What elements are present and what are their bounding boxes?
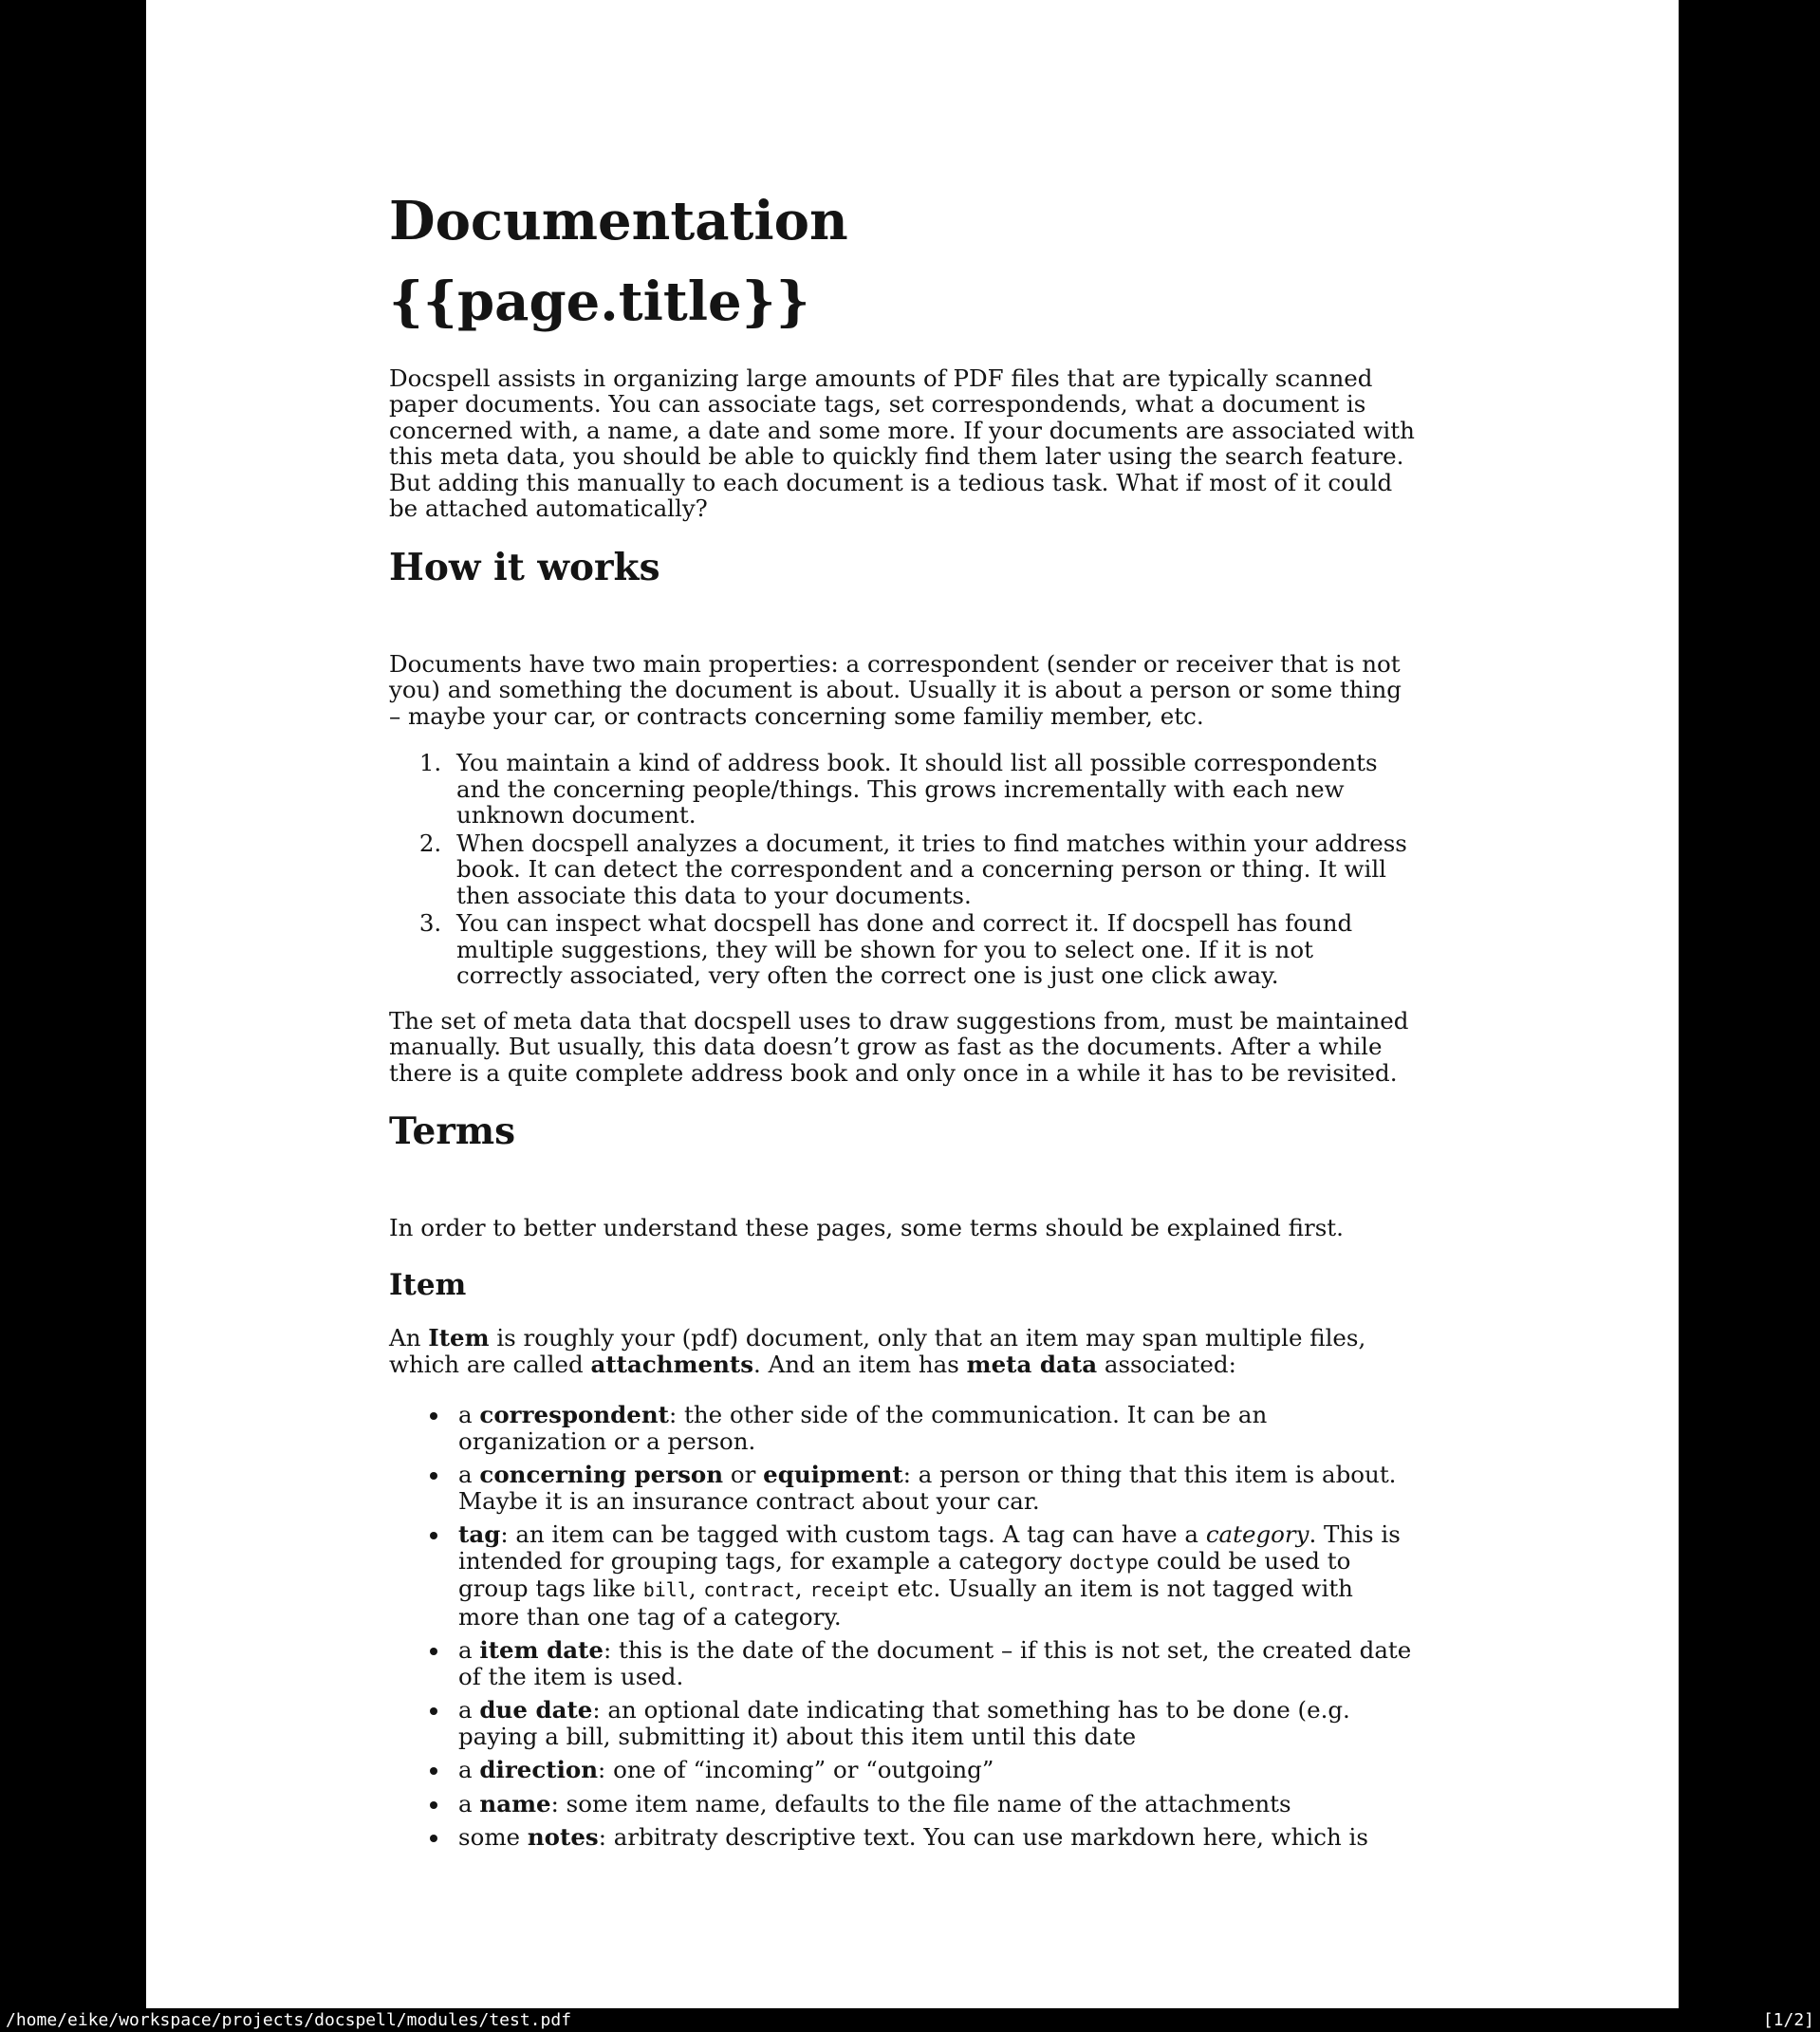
how-it-works-heading: How it works	[389, 545, 660, 589]
bold-text-run: name	[479, 1789, 551, 1818]
intro-paragraph: Docspell assists in organizing large amounts of PDF files that are typically scanned paper documents. You can associate tags, set correspondends, what a document is concerned with, a name, a date and some more. If your documents are associated with this meta data, you should be able to quickly find them later using the search feature. But adding this manually to each document is a tedious task. What if most of it could be attached automatically?	[389, 364, 1415, 523]
list-item: 3. You can inspect what docspell has done and correct it. If docspell has found multiple suggestions, they will be shown for you to select one. If it is not correctly associated, very often the correct one is just one click away.	[449, 910, 1419, 989]
statusbar-file-path: /home/eike/workspace/projects/docspell/modules/test.pdf	[6, 2010, 572, 2030]
metadata-maintenance-paragraph: The set of meta data that docspell uses to draw suggestions from, must be maintained manually. But usually, this data doesn’t grow as fast as the documents. After a while there is a quite complete address book and only once in a while it has to be revisited.	[389, 1006, 1409, 1087]
template-title-heading: {{page.title}}	[389, 270, 810, 333]
bold-text-run: concerning person	[479, 1461, 724, 1489]
bold-text-run: equipment	[763, 1461, 903, 1489]
inline-code-run: receipt	[809, 1578, 890, 1602]
list-item: • some notes: arbitraty descriptive text. You can use markdown here, which is	[451, 1824, 1419, 1851]
properties-paragraph: Documents have two main properties: a correspondent (sender or receiver that is not you) and something the document is about. Usually it is about a person or some thing – maybe your car, or contracts concerning some familiy member, etc.	[389, 649, 1402, 730]
bold-text-run: tag	[458, 1520, 501, 1549]
bold-text-run: attachments	[590, 1350, 754, 1378]
list-item: • a concerning person or equipment: a person or thing that this item is about. Maybe it is an insurance contract about your car.	[451, 1462, 1419, 1514]
italic-text-run: category	[1205, 1520, 1309, 1549]
list-item: • a due date: an optional date indicating that something has to be done (e.g. paying a bill, submitting it) about this item until this date	[451, 1697, 1419, 1749]
bold-text-run: Item	[428, 1324, 490, 1352]
bold-text-run: item date	[479, 1636, 604, 1665]
bold-text-run: direction	[479, 1756, 599, 1784]
list-item: • a correspondent: the other side of the communication. It can be an organization or a person.	[451, 1402, 1419, 1454]
bold-text-run: correspondent	[479, 1401, 669, 1429]
terms-intro-paragraph: In order to better understand these pages, some terms should be explained first.	[389, 1213, 1344, 1241]
statusbar	[0, 2008, 1820, 2032]
inline-code-run: doctype	[1068, 1550, 1150, 1574]
list-item: 2. When docspell analyzes a document, it tries to find matches within your address book. It can detect the correspondent and a concerning person or thing. It will then associate this data to your documents.	[449, 830, 1419, 909]
item-heading: Item	[389, 1268, 467, 1303]
bold-text-run: due date	[479, 1696, 593, 1724]
pdf-page-content	[389, 190, 1419, 1852]
list-item: 1. You maintain a kind of address book. It should list all possible correspondents and the concerning people/things. This grows incrementally with each new unknown document.	[449, 750, 1419, 829]
list-item: • a direction: one of “incoming” or “outgoing”	[451, 1757, 1419, 1783]
list-item: • tag: an item can be tagged with custom tags. A tag can have a category. This is intended for grouping tags, for example a category doctype could be used to group tags like bill, contract, receipt etc. Usually an item is not tagged with more than one tag of a category.	[451, 1521, 1419, 1630]
statusbar-page-indicator: [1/2]	[1762, 2010, 1814, 2030]
workflow-ordered-list	[389, 750, 1419, 989]
bold-text-run: notes	[527, 1823, 599, 1852]
inline-code-run: bill	[642, 1578, 689, 1602]
item-metadata-list	[389, 1402, 1419, 1851]
list-item: • a item date: this is the date of the document – if this is not set, the created date of the item is used.	[451, 1637, 1419, 1689]
bold-text-run: meta data	[966, 1350, 1098, 1378]
doc-title-heading: Documentation	[389, 190, 848, 252]
item-definition-paragraph: An Item is roughly your (pdf) document, only that an item may span multiple files, which are called attachments. And an item has meta data associated:	[389, 1324, 1366, 1378]
inline-code-run: contract	[703, 1578, 795, 1602]
pdf-page[interactable]	[146, 0, 1679, 2008]
terms-heading: Terms	[389, 1109, 516, 1154]
list-item: • a name: some item name, defaults to the file name of the attachments	[451, 1791, 1419, 1818]
